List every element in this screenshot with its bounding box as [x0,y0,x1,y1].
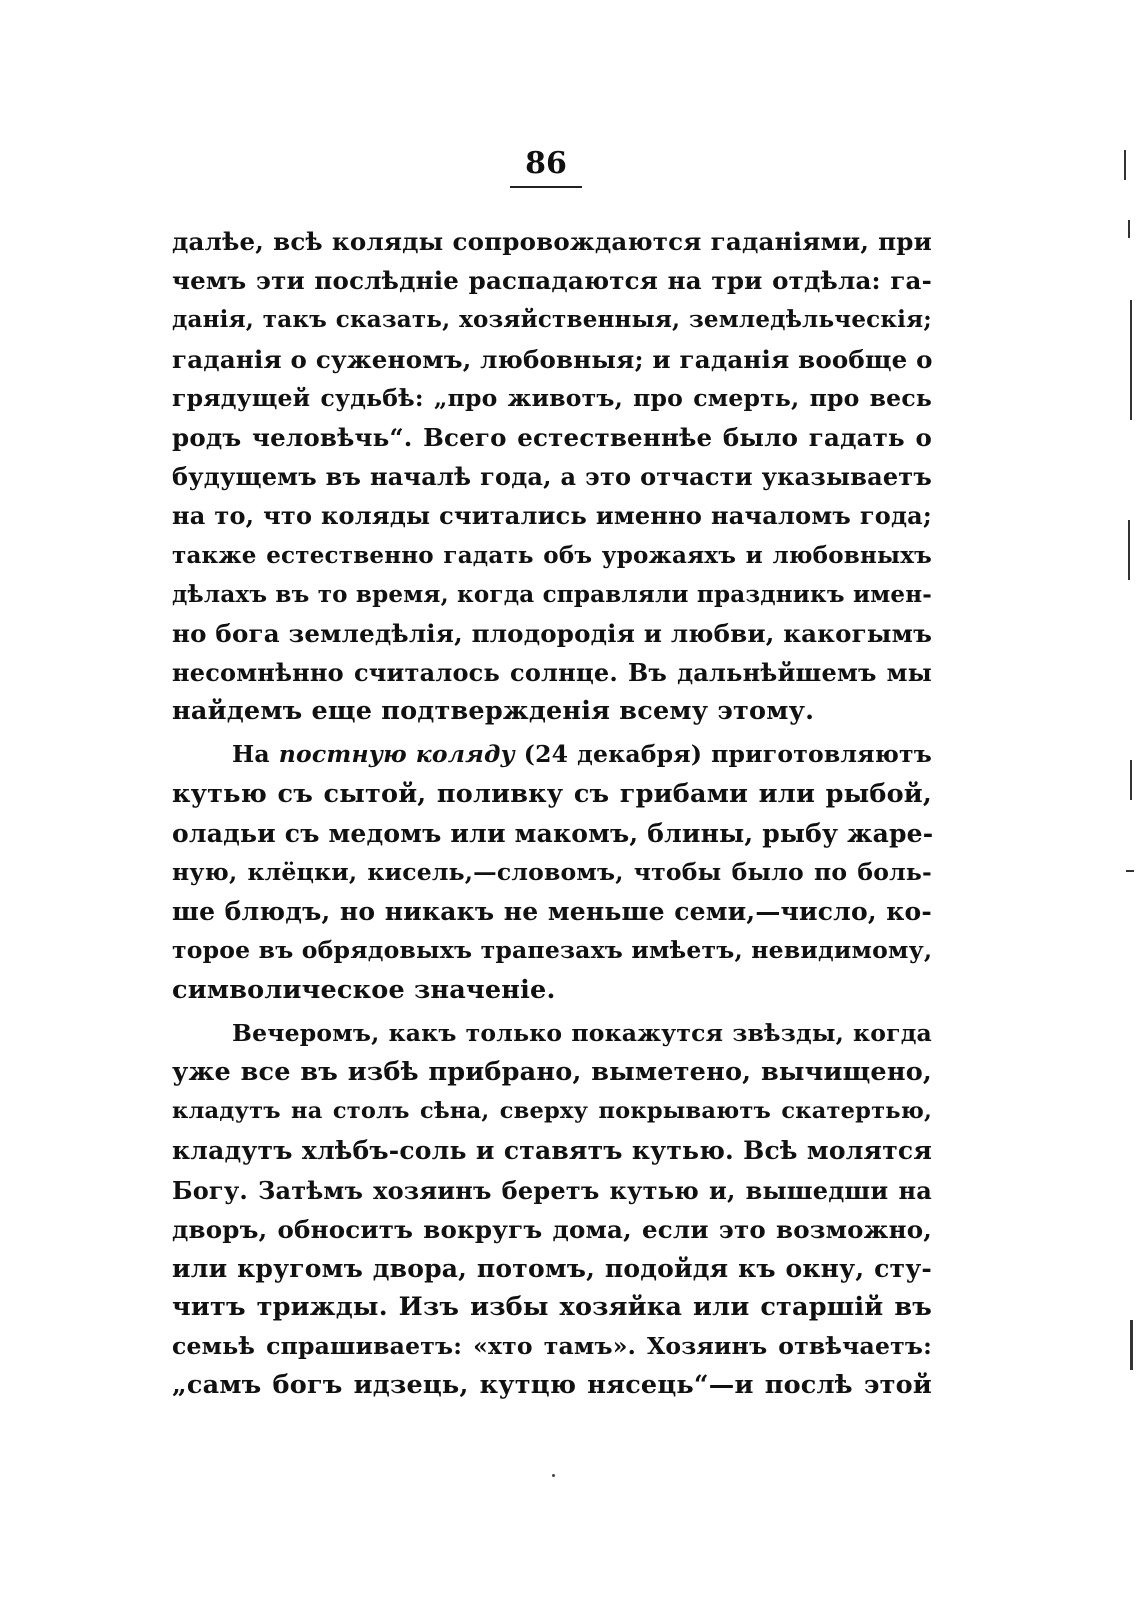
text-line: также естественно гадать объ урожаяхъ и любовныхъ [172,541,932,569]
text-line: читъ трижды. Изъ избы хозяйка или старшій въ [172,1292,932,1323]
text-line: уже все въ избѣ прибрано, выметено, вычищено, [172,1056,932,1087]
text-line: или кругомъ двора, потомъ, подойдя къ окну, сту- [172,1253,932,1283]
text-line: грядущей судьбѣ: „про животъ, про смерть, про весь [172,383,932,412]
scan-edge-mark [1128,520,1130,580]
page-number-rule [510,186,582,188]
emphasis-text: постную коляду [278,740,515,769]
scan-edge-mark [1130,300,1132,420]
text-line: ную, клёцки, кисель,—словомъ, чтобы было по боль- [172,858,932,886]
text-line: родъ человѣчь“. Всего естественнѣе было гадать о [172,422,932,452]
text-line: торое въ обрядовыхъ трапезахъ имѣетъ, невидимому, [172,936,933,965]
text-line: несомнѣнно считалось солнце. Въ дальнѣйшемъ мы [172,658,932,688]
text-line: найдемъ еще подтвержденія всему этому. [172,696,815,727]
text-line: но бога земледѣлія, плодородія и любви, какогымъ [172,618,933,648]
text-line: дворъ, обноситъ вокругъ дома, если это возможно, [172,1214,932,1244]
text-line: кутью съ сытой, поливку съ грибами или рыбой, [172,778,932,809]
text-line: оладьи съ медомъ или макомъ, блины, рыбу жаре- [172,818,934,848]
scan-edge-mark [1130,760,1132,800]
paragraph-first-line: Вечеромъ, какъ только покажутся звѣзды, когда [232,1018,932,1047]
text-line: кладутъ на столъ сѣна, сверху покрываютъ скатертью, [172,1098,932,1125]
text-line: чемъ эти послѣдніе распадаются на три отдѣла: га- [172,266,932,296]
text-line: ше блюдъ, но никакъ не меньше семи,—число, ко- [172,897,932,927]
text-line: Богу. Затѣмъ хозяинъ беретъ кутью и, вышедши на [172,1175,932,1205]
body-text [172,222,932,1406]
text-line: гаданія о суженомъ, любовныя; и гаданія вообще о [172,344,933,374]
scan-edge-mark [1130,1320,1133,1370]
text-line: кладутъ хлѣбъ-соль и ставятъ кутью. Всѣ молятся [172,1136,932,1166]
text-line: будущемъ въ началѣ года, а это отчасти указываетъ [172,462,932,492]
bottom-dot [552,1474,555,1477]
text-line: на то, что коляды считались именно началомъ года; [172,501,932,531]
paragraph-first-line [172,735,932,774]
text-line: „самъ богъ идзець, кутцю нясець“—и послѣ этой [172,1370,932,1401]
scan-edge-mark [1128,220,1130,238]
text-line: символическое значеніе. [172,974,556,1005]
text-line: дѣлахъ въ то время, когда справляли праздникъ имен- [172,580,932,608]
text-line: семьѣ спрашиваетъ: «хто тамъ». Хозяинъ отвѣчаетъ: [172,1332,932,1361]
text-line: данія, такъ сказать, хозяйственныя, земледѣльческія; [172,306,932,334]
scan-edge-mark [1126,870,1134,872]
scan-edge-mark [1124,150,1126,180]
page-number: 86 [525,146,567,181]
text-line: далѣе, всѣ коляды сопровождаются гаданіями, при [172,227,932,256]
text-run: На [232,740,279,769]
text-run: (24 декабря) приготовляютъ [514,740,932,769]
